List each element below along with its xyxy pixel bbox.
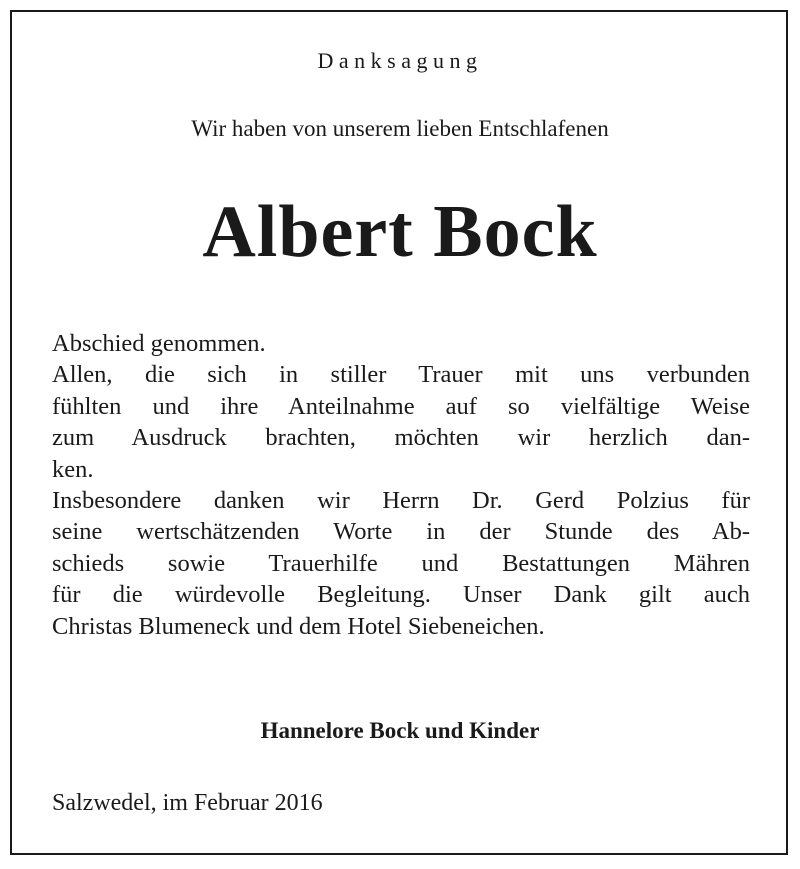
- body-line: zum Ausdruck brachten, möchten wir herzlich dan-: [52, 424, 750, 452]
- body-line: Christas Blumeneck und dem Hotel Siebeneichen.: [52, 612, 545, 640]
- body-line: seine wertschätzenden Worte in der Stunde des Ab-: [52, 518, 750, 546]
- notice-heading: Danksagung: [317, 48, 483, 73]
- intro-text: Wir haben von unserem lieben Entschlafenen: [191, 116, 609, 141]
- body-text: [52, 328, 750, 642]
- place-date: Salzwedel, im Februar 2016: [52, 790, 323, 816]
- body-line: ken.: [52, 455, 94, 483]
- body-line: Allen, die sich in stiller Trauer mit uns verbunden: [52, 361, 750, 389]
- body-line: Insbesondere danken wir Herrn Dr. Gerd Polzius für: [52, 486, 750, 514]
- body-line: für die würdevolle Begleitung. Unser Dank gilt auch: [52, 581, 750, 609]
- deceased-name: Albert Bock: [202, 191, 598, 273]
- body-line: Abschied genommen.: [52, 330, 266, 357]
- signature: Hannelore Bock und Kinder: [260, 718, 540, 743]
- body-line: fühlten und ihre Anteilnahme auf so vielfältige Weise: [52, 392, 750, 420]
- body-line: schieds sowie Trauerhilfe und Bestattungen Mähren: [52, 549, 750, 577]
